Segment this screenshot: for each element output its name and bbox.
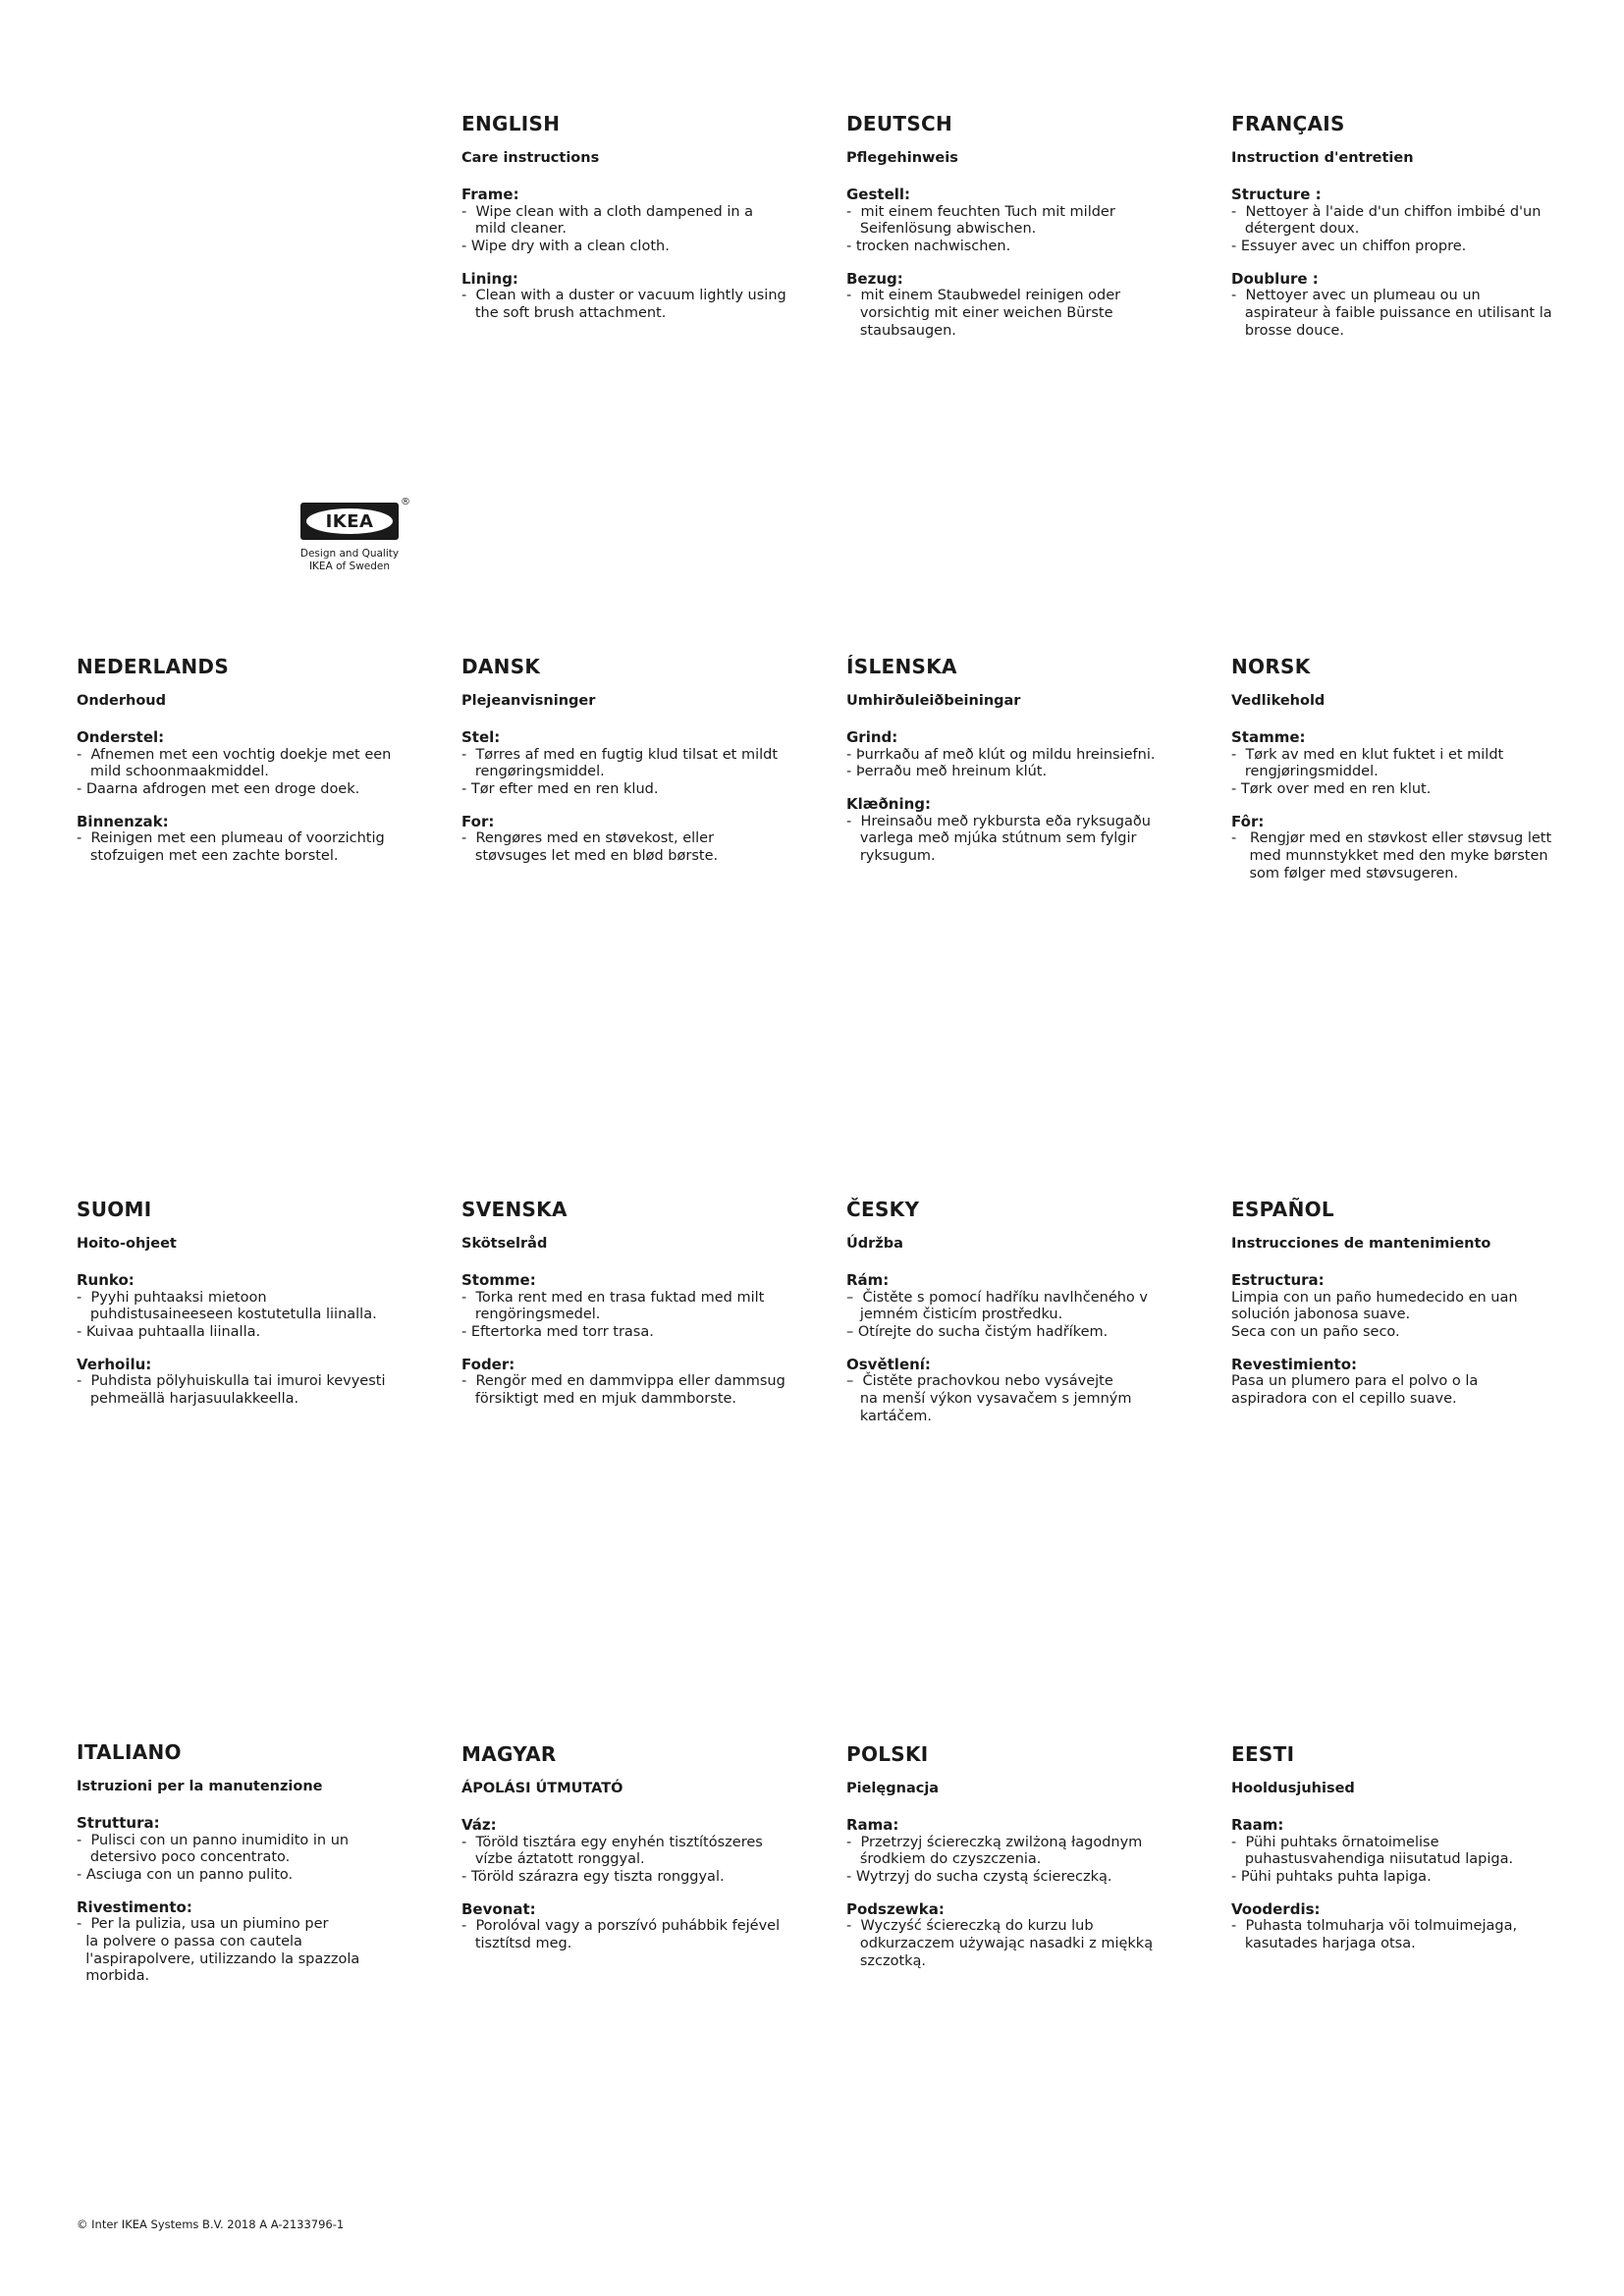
care-block-espanol xyxy=(1231,1198,1585,1422)
care-instruction-line: pehmeällä harjasuulakkeella. xyxy=(77,1391,299,1408)
care-instruction-line: med munnstykket med den myke børsten xyxy=(1231,848,1548,865)
language-heading: MAGYAR xyxy=(461,1742,557,1766)
care-section-lines xyxy=(1231,204,1585,256)
care-block-polski xyxy=(846,1742,1200,1984)
language-heading: SVENSKA xyxy=(461,1198,568,1221)
care-instruction-line: - Pyyhi puhtaaksi mietoon xyxy=(77,1289,267,1306)
logo-caption xyxy=(293,548,406,573)
care-section-lines xyxy=(77,1916,430,1986)
care-instruction-line: – Čistěte s pomocí hadříku navlhčeného v xyxy=(846,1289,1148,1306)
care-instruction-line: - Nettoyer avec un plumeau ou un xyxy=(1231,288,1481,304)
care-instruction-line: - Pühi puhtaks puhta lapiga. xyxy=(1231,1868,1432,1885)
care-section-title: Verhoilu: xyxy=(77,1355,152,1373)
care-instruction-line: - Tørk av med en klut fuktet i et mildt xyxy=(1231,746,1504,763)
care-instruction-line: - Clean with a duster or vacuum lightly using xyxy=(461,288,786,304)
care-section xyxy=(461,1900,815,1953)
care-section xyxy=(846,1356,1200,1426)
care-subtitle: Hooldusjuhised xyxy=(1231,1781,1355,1796)
care-instruction-line: – Čistěte prachovkou nebo vysávejte xyxy=(846,1373,1113,1390)
care-section xyxy=(461,1356,815,1409)
care-section-lines xyxy=(461,1290,815,1342)
care-instruction-line: - Þerraðu með hreinum klút. xyxy=(846,764,1048,780)
care-instruction-line: – Otírejte do sucha čistým hadříkem. xyxy=(846,1323,1109,1340)
care-section xyxy=(77,1356,430,1409)
care-section xyxy=(77,1898,430,1987)
care-section xyxy=(846,1816,1200,1887)
care-subtitle: Onderhoud xyxy=(77,693,167,709)
care-section-title: Gestell: xyxy=(846,185,911,203)
care-block-francais xyxy=(1231,112,1585,353)
care-subtitle: Instruction d'entretien xyxy=(1231,150,1414,166)
care-instruction-line: brosse douce. xyxy=(1231,322,1344,339)
care-instruction-line: aspiradora con el cepillo suave. xyxy=(1231,1391,1457,1408)
care-section-title: Klæðning: xyxy=(846,794,932,813)
care-block-svenska xyxy=(461,1198,815,1422)
care-section-lines xyxy=(461,1918,815,1952)
care-instruction-line: Seca con un paño seco. xyxy=(1231,1323,1400,1340)
care-instruction-line: rengjøringsmiddel. xyxy=(1231,764,1379,780)
care-instruction-line: - Kuivaa puhtaalla liinalla. xyxy=(77,1323,261,1340)
care-subtitle: Istruzioni per la manutenzione xyxy=(77,1779,323,1794)
ikea-logo xyxy=(293,497,422,573)
copyright-footer: © Inter IKEA Systems B.V. 2018 A A-2133796-1 xyxy=(77,2217,345,2231)
care-block-nederlands xyxy=(77,655,430,880)
care-section xyxy=(846,270,1200,341)
care-instruction-line: aspirateur à faible puissance en utilisant la xyxy=(1231,305,1552,322)
care-instruction-line: kasutades harjaga otsa. xyxy=(1231,1936,1416,1952)
care-instruction-line: - Reinigen met een plumeau of voorzichtig xyxy=(77,830,385,847)
care-subtitle: Pflegehinweis xyxy=(846,150,958,166)
care-section-title: Estructura: xyxy=(1231,1270,1325,1289)
care-section-lines xyxy=(77,830,430,865)
care-instruction-line: vízbe áztatott ronggyal. xyxy=(461,1851,645,1868)
care-section-title: Struttura: xyxy=(77,1813,160,1832)
care-instruction-line: - mit einem feuchten Tuch mit milder xyxy=(846,203,1115,220)
care-instruction-line: ryksugum. xyxy=(846,848,936,865)
care-section xyxy=(846,795,1200,866)
language-heading: NORSK xyxy=(1231,655,1311,678)
care-section-title: Rám: xyxy=(846,1270,890,1289)
language-heading: ENGLISH xyxy=(461,112,561,135)
care-section xyxy=(1231,186,1585,256)
care-instruction-line: detersivo poco concentrato. xyxy=(77,1849,291,1866)
language-heading: POLSKI xyxy=(846,1742,929,1766)
care-instruction-line: - Essuyer avec un chiffon propre. xyxy=(1231,238,1467,254)
care-instruction-line: - Wipe dry with a clean cloth. xyxy=(461,238,670,254)
care-instruction-line: - Torka rent med en trasa fuktad med milt xyxy=(461,1289,765,1306)
care-instruction-line: - Porolóval vagy a porszívó puhábbik fejével xyxy=(461,1918,781,1935)
ikea-logo-word: IKEA xyxy=(325,510,374,532)
care-instruction-line: jemném čisticím prostředku. xyxy=(846,1307,1063,1323)
care-instruction-line: środkiem do czyszczenia. xyxy=(846,1851,1042,1868)
care-instruction-line: - Tør efter med en ren klud. xyxy=(461,780,659,797)
care-section-title: Frame: xyxy=(461,185,519,203)
care-section-lines xyxy=(846,1918,1200,1970)
care-instruction-line: rengöringsmedel. xyxy=(461,1307,601,1323)
care-instruction-line: - Wyczyść ściereczką do kurzu lub xyxy=(846,1918,1094,1935)
care-subtitle: Údržba xyxy=(846,1236,903,1252)
care-section-lines xyxy=(77,1833,430,1885)
care-section-title: Revestimiento: xyxy=(1231,1355,1358,1373)
care-instruction-line: rengøringsmiddel. xyxy=(461,764,605,780)
care-section-title: Doublure : xyxy=(1231,269,1319,288)
care-instruction-line: - Wipe clean with a cloth dampened in a xyxy=(461,203,754,220)
care-section-title: Stamme: xyxy=(1231,727,1306,746)
care-block-magyar xyxy=(461,1742,815,1967)
care-instruction-line: mild cleaner. xyxy=(461,221,567,238)
care-instruction-line: - mit einem Staubwedel reinigen oder xyxy=(846,288,1121,304)
care-section-title: Váz: xyxy=(461,1815,497,1834)
care-section-lines xyxy=(461,1835,815,1887)
care-section-title: Foder: xyxy=(461,1355,515,1373)
care-instruction-line: odkurzaczem używając nasadki z miękką xyxy=(846,1936,1154,1952)
care-section-lines xyxy=(846,814,1200,866)
care-instruction-line: morbida. xyxy=(77,1968,150,1985)
care-section xyxy=(1231,270,1585,341)
logo-caption-line1: Design and Quality xyxy=(299,548,400,560)
registered-mark: ® xyxy=(401,497,410,507)
care-subtitle: Vedlikehold xyxy=(1231,693,1326,709)
care-instruction-line: - Töröld tisztára egy enyhén tisztítószeres xyxy=(461,1834,763,1850)
language-heading: FRANÇAIS xyxy=(1231,112,1345,135)
care-section-lines xyxy=(1231,1918,1585,1952)
care-section-lines xyxy=(1231,1835,1585,1887)
language-heading: ESPAÑOL xyxy=(1231,1198,1334,1221)
care-section-title: Fôr: xyxy=(1231,812,1265,830)
care-section-lines xyxy=(77,1290,430,1342)
care-section-lines xyxy=(846,1373,1200,1425)
care-instruction-line: - Per la pulizia, usa un piumino per xyxy=(77,1916,329,1933)
care-block-english xyxy=(461,112,815,337)
care-block-islenska xyxy=(846,655,1200,880)
care-section xyxy=(77,728,430,799)
care-instruction-line: - Puhdista pölyhuiskulla tai imuroi kevyesti xyxy=(77,1373,386,1390)
care-block-dansk xyxy=(461,655,815,880)
care-section-title: Rivestimento: xyxy=(77,1897,192,1916)
language-heading: EESTI xyxy=(1231,1742,1295,1766)
care-section-title: Structure : xyxy=(1231,185,1322,203)
language-heading: NEDERLANDS xyxy=(77,655,230,678)
care-instruction-line: - Puhasta tolmuharja või tolmuimejaga, xyxy=(1231,1918,1518,1935)
care-instruction-line: - trocken nachwischen. xyxy=(846,238,1011,254)
care-section xyxy=(461,1271,815,1342)
care-instruction-line: - Przetrzyj ściereczką zwilżoną łagodnym xyxy=(846,1834,1143,1850)
care-section-title: Stomme: xyxy=(461,1270,536,1289)
care-instruction-line: puhastusvahendiga niisutatud lapiga. xyxy=(1231,1851,1514,1868)
care-instruction-line: Limpia con un paño humedecido en uan xyxy=(1231,1289,1518,1306)
care-instruction-line: - Pulisci con un panno inumidito in un xyxy=(77,1832,350,1848)
care-section-title: Onderstel: xyxy=(77,727,165,746)
care-instruction-line: - Daarna afdrogen met een droge doek. xyxy=(77,780,360,797)
care-instruction-line: - Eftertorka med torr trasa. xyxy=(461,1323,654,1340)
care-instruction-line: - Tørres af med en fugtig klud tilsat et mildt xyxy=(461,746,779,763)
care-section-title: Osvětlení: xyxy=(846,1355,931,1373)
care-instruction-line: détergent doux. xyxy=(1231,221,1360,238)
care-block-norsk xyxy=(1231,655,1585,896)
care-instruction-line: - Pühi puhtaks õrnatoimelise xyxy=(1231,1834,1439,1850)
care-section-title: Raam: xyxy=(1231,1815,1284,1834)
care-section-lines xyxy=(461,288,815,322)
care-subtitle: Skötselråd xyxy=(461,1236,548,1252)
care-instruction-line: Pasa un plumero para el polvo o la xyxy=(1231,1373,1479,1390)
care-instruction-line: försiktigt med en mjuk dammborste. xyxy=(461,1391,737,1408)
care-instruction-line: støvsuges let med en blød børste. xyxy=(461,848,719,865)
care-section xyxy=(1231,813,1585,883)
care-section xyxy=(846,728,1200,781)
care-section-title: Bezug: xyxy=(846,269,903,288)
care-section-title: Lining: xyxy=(461,269,518,288)
care-subtitle: Instrucciones de mantenimiento xyxy=(1231,1236,1491,1252)
care-section-lines xyxy=(461,747,815,799)
care-section-title: Stel: xyxy=(461,727,501,746)
care-section-lines xyxy=(77,1373,430,1408)
care-section-lines xyxy=(846,288,1200,340)
care-instruction-line: som følger med støvsugeren. xyxy=(1231,865,1459,881)
care-section xyxy=(1231,1356,1585,1409)
care-instruction-line: tisztítsd meg. xyxy=(461,1936,572,1952)
care-instruction-line: - Tørk over med en ren klut. xyxy=(1231,780,1432,797)
care-instruction-line: la polvere o passa con cautela xyxy=(77,1934,302,1950)
care-section xyxy=(461,728,815,799)
care-block-eesti xyxy=(1231,1742,1585,1967)
care-section-title: Bevonat: xyxy=(461,1899,536,1918)
care-instruction-line: - Hreinsaðu með rykbursta eða ryksugaðu xyxy=(846,813,1151,829)
care-section xyxy=(461,270,815,323)
care-subtitle: Care instructions xyxy=(461,150,600,166)
care-section-title: Binnenzak: xyxy=(77,812,169,830)
care-instruction-line: mild schoonmaakmiddel. xyxy=(77,764,269,780)
care-instruction-line: - Wytrzyj do sucha czystą ściereczką. xyxy=(846,1868,1112,1885)
care-instruction-line: - Rengör med en dammvippa eller dammsug xyxy=(461,1373,785,1390)
care-instruction-line: kartáčem. xyxy=(846,1408,933,1424)
care-section-title: For: xyxy=(461,812,495,830)
care-instruction-line: - Afnemen met een vochtig doekje met een xyxy=(77,746,392,763)
care-instruction-line: the soft brush attachment. xyxy=(461,305,667,322)
care-section xyxy=(77,1271,430,1342)
care-block-italiano xyxy=(77,1740,430,2000)
care-subtitle: Plejeanvisninger xyxy=(461,693,596,709)
care-section-title: Podszewka: xyxy=(846,1899,945,1918)
care-instruction-line: - Asciuga con un panno pulito. xyxy=(77,1866,294,1883)
care-section xyxy=(1231,728,1585,799)
language-heading: ITALIANO xyxy=(77,1740,182,1764)
care-section xyxy=(77,1814,430,1885)
care-section xyxy=(846,1900,1200,1971)
care-section-lines xyxy=(461,830,815,865)
ikea-logo-mark xyxy=(300,497,410,540)
language-heading: DEUTSCH xyxy=(846,112,953,135)
care-instruction-line: solución jabonosa suave. xyxy=(1231,1307,1411,1323)
care-block-cesky xyxy=(846,1198,1200,1439)
care-section-lines xyxy=(1231,288,1585,340)
care-subtitle: ÁPOLÁSI ÚTMUTATÓ xyxy=(461,1781,623,1796)
care-section xyxy=(461,186,815,256)
care-section-lines xyxy=(1231,1290,1585,1342)
care-section xyxy=(77,813,430,866)
care-block-suomi xyxy=(77,1198,430,1422)
language-heading: DANSK xyxy=(461,655,541,678)
care-section-title: Grind: xyxy=(846,727,898,746)
care-instruction-line: - Rengjør med en støvkost eller støvsug lett xyxy=(1231,830,1552,847)
care-section xyxy=(461,1816,815,1887)
care-instruction-line: varlega með mjúka stútnum sem fylgir xyxy=(846,830,1137,847)
care-instruction-line: na menší výkon vysavačem s jemným xyxy=(846,1391,1132,1408)
care-section-lines xyxy=(1231,747,1585,799)
care-section-lines xyxy=(1231,1373,1585,1408)
care-instruction-line: - Rengøres med en støvekost, eller xyxy=(461,830,715,847)
care-section xyxy=(1231,1816,1585,1887)
care-section xyxy=(846,186,1200,256)
care-subtitle: Umhirðuleiðbeiningar xyxy=(846,693,1021,709)
care-section-lines xyxy=(846,1290,1200,1342)
language-heading: ÍSLENSKA xyxy=(846,655,957,678)
care-instruction-line: - Nettoyer à l'aide d'un chiffon imbibé d'un xyxy=(1231,203,1542,220)
care-subtitle: Pielęgnacja xyxy=(846,1781,940,1796)
care-section xyxy=(1231,1900,1585,1953)
care-section-lines xyxy=(461,1373,815,1408)
care-instruction-line: stofzuigen met een zachte borstel. xyxy=(77,848,339,865)
care-instruction-line: szczotką. xyxy=(846,1952,927,1969)
logo-caption-line2: IKEA of Sweden xyxy=(308,561,391,573)
care-section-lines xyxy=(846,1835,1200,1887)
care-section-title: Runko: xyxy=(77,1270,135,1289)
care-instruction-line: - Töröld szárazra egy tiszta ronggyal. xyxy=(461,1868,725,1885)
language-heading: ČESKY xyxy=(846,1198,920,1221)
care-instruction-line: l'aspirapolvere, utilizzando la spazzola xyxy=(77,1950,360,1967)
care-section-lines xyxy=(1231,830,1585,882)
care-block-deutsch xyxy=(846,112,1200,353)
care-section-lines xyxy=(846,747,1200,781)
care-instruction-line: puhdistusaineeseen kostutetulla liinalla. xyxy=(77,1307,377,1323)
care-section-lines xyxy=(77,747,430,799)
care-instruction-line: vorsichtig mit einer weichen Bürste xyxy=(846,305,1113,322)
care-section xyxy=(846,1271,1200,1342)
language-heading: SUOMI xyxy=(77,1198,152,1221)
care-subtitle: Hoito-ohjeet xyxy=(77,1236,177,1252)
care-instruction-line: staubsaugen. xyxy=(846,322,956,339)
care-instruction-line: - Þurrkaðu af með klút og mildu hreinsiefni. xyxy=(846,746,1156,763)
care-section-lines xyxy=(461,204,815,256)
care-section-lines xyxy=(846,204,1200,256)
care-section xyxy=(461,813,815,866)
care-section xyxy=(1231,1271,1585,1342)
care-section-title: Vooderdis: xyxy=(1231,1899,1321,1918)
care-instruction-line: Seifenlösung abwischen. xyxy=(846,221,1037,238)
care-section-title: Rama: xyxy=(846,1815,899,1834)
